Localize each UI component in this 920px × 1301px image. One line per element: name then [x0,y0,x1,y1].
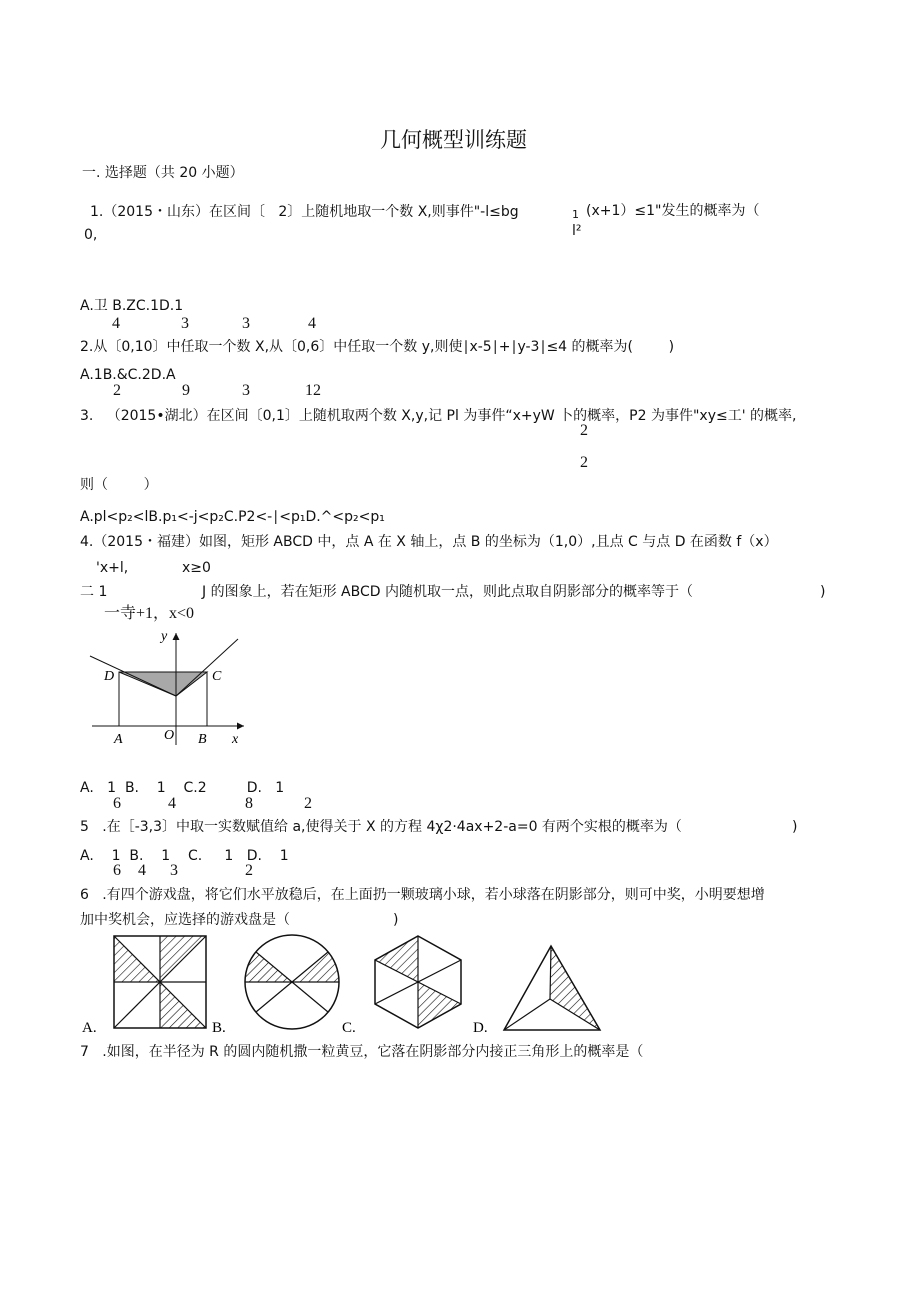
q5-denom-b: 4 [138,862,146,879]
q1-denom-a: 4 [112,315,120,332]
q2-text: 2.从〔0,10〕中任取一个数 X,从〔0,6〕中任取一个数 y,则使∣x-5∣+∣y-3∣≤4 的概率为( ) [80,339,675,355]
q4-close-paren: ) [820,584,826,600]
q1-options: A.卫 B.ZC.1D.1 [80,298,184,314]
q4-rectangle-graph [80,625,260,750]
q4-label-a: A [114,732,123,747]
q4-label-o: O [164,728,175,743]
q4-piece2: 一寺+1，x<0 [104,605,195,622]
section-heading: 一. 选择题（共 20 小题） [82,165,244,181]
q4-denom-c: 8 [245,795,253,812]
q4-label-c: C [212,669,222,684]
q4-label-d: D [104,669,115,684]
q3-frac1: 2 [580,422,588,439]
q6-text: 6 .有四个游戏盘，将它们水平放稳后，在上面扔一颗玻璃小球，若小球落在阴影部分，则可中奖，小明要想增 [80,887,765,903]
q6-label-b: B. [212,1020,226,1036]
q5-options: A. 1 B. 1 C. 1 D. 1 [80,848,289,864]
q6-board-c [375,936,461,1028]
q4-options: A. 1 B. 1 C.2 D. 1 [80,780,285,796]
q6-board-a [114,936,206,1028]
q3-text: 3. （2015•湖北）在区间〔0,1〕上随机取两个数 X,y,记 Pl 为事件“x+yW 卜的概率，P2 为事件"xy≤工' 的概率, [80,408,797,424]
q4-label-y: y [161,629,168,644]
q5-denom-a: 6 [113,862,121,879]
q5-denom-d: 2 [245,862,253,879]
q1-superscript: l² [572,223,582,239]
q4-label-b: B [198,732,207,747]
q1-denom-c: 3 [242,315,250,332]
q2-denom-b: 9 [182,382,190,399]
page-title: 几何概型训练题 [380,128,527,152]
q7-text: 7 .如图，在半径为 R 的圆内随机撒一粒黄豆，它落在阴影部分内接正三角形上的概率是（ [80,1044,644,1060]
q1-denom-b: 3 [181,315,189,332]
q4-denom-a: 6 [113,795,121,812]
q2-denom-c: 3 [242,382,250,399]
q6-text2: 加中奖机会，应选择的游戏盘是（ [80,912,290,928]
q4-text2: J 的图象上，若在矩形 ABCD 内随机取一点，则此点取自阴影部分的概率等于（ [202,584,693,600]
q6-board-d [504,946,600,1030]
q4-piece1-expr: 'x+l, [96,560,129,576]
q6-label-a: A. [82,1020,97,1036]
q4-denom-b: 4 [168,795,176,812]
q3-frac2: 2 [580,454,588,471]
q6-label-d: D. [473,1020,488,1036]
q4-piece-marker: 二 1 [80,584,108,600]
q1-subscript: 1 [572,208,579,221]
q4-label-x: x [232,732,239,747]
q2-options: A.1B.&C.2D.A [80,367,176,383]
q3-then: 则（ ） [80,477,158,493]
q5-close-paren: ) [792,819,798,835]
q1-line2: 0, [84,227,98,243]
q5-text: 5 .在［-3,3〕中取一实数赋值给 a,使得关于 X 的方程 4χ2·4ax+2-a=0 有两个实根的概率为（ [80,819,682,835]
q6-board-b [245,935,339,1029]
q1-text-tail: (x+1）≤1"发生的概率为（ [586,203,760,219]
q6-game-boards [80,930,610,1040]
q6-close-paren: ) [393,912,399,928]
q5-denom-c: 3 [170,862,178,879]
q3-options: A.pl<p₂<lB.p₁<-j<p₂C.P2<-∣<p₁D.^<p₂<p₁ [80,509,385,525]
q6-label-c: C. [342,1020,356,1036]
q1-text: 1.（2015・山东）在区间〔 2〕上随机地取一个数 X,则事件"-l≤bg [90,204,519,220]
q1-denom-d: 4 [308,315,316,332]
q2-denom-a: 2 [113,382,121,399]
q4-text: 4.（2015・福建）如图，矩形 ABCD 中，点 A 在 X 轴上，点 B 的坐标为（1,0）,且点 C 与点 D 在函数 f（x） [80,534,778,550]
q2-denom-d: 12 [305,382,321,399]
q4-piece1-cond: x≥0 [182,560,211,576]
q4-denom-d: 2 [304,795,312,812]
